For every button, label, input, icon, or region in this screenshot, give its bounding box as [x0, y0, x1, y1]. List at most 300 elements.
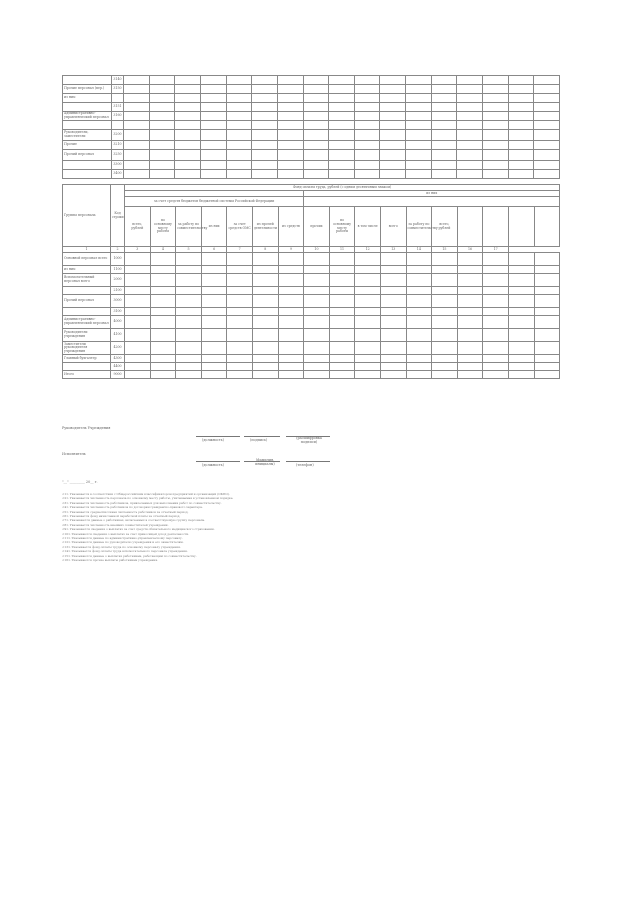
row-code: 3140: [111, 76, 123, 85]
column-number: 5: [176, 247, 202, 253]
table-cell: [329, 295, 355, 308]
column-header: за работу по совместительству: [406, 207, 432, 247]
table-cell: [304, 266, 330, 274]
table-cell: [432, 274, 458, 287]
table-cell: [150, 363, 176, 371]
table-cell: [432, 316, 458, 329]
table-cell: [406, 274, 432, 287]
table-cell: [124, 94, 150, 103]
table-cell: [457, 170, 483, 179]
table-cell: [457, 130, 483, 141]
table-cell: [534, 363, 560, 371]
table-cell: [278, 295, 304, 308]
table-cell: [380, 85, 406, 94]
table-cell: [175, 103, 201, 112]
row-code: [111, 94, 123, 103]
table-cell: [125, 253, 151, 266]
table-cell: [200, 170, 226, 179]
table-cell: [176, 329, 202, 342]
column-header: из средств: [278, 207, 304, 247]
column-header: за работу по совместительству: [176, 207, 202, 247]
table-cell: [355, 363, 381, 371]
table-row: [63, 76, 560, 85]
table-cell: [252, 121, 278, 130]
table-cell: [304, 329, 330, 342]
row-code: 1100: [111, 266, 125, 274]
table-cell: [508, 371, 534, 379]
table-cell: [431, 141, 457, 150]
table-cell: [200, 130, 226, 141]
row-code: 3200: [111, 130, 123, 141]
table-cell: [355, 342, 381, 355]
table-cell: [508, 141, 534, 150]
table-cell: [406, 316, 432, 329]
col-group-header: Группы персонала: [63, 185, 111, 247]
column-number: 15: [432, 247, 458, 253]
table-cell: [406, 85, 432, 94]
table-cell: [201, 316, 227, 329]
table-cell: [457, 76, 483, 85]
row-label: [63, 161, 112, 170]
table-cell: [252, 308, 278, 316]
table-cell: [483, 170, 509, 179]
table-cell: [277, 85, 303, 94]
table-cell: [457, 274, 483, 287]
table-cell: [354, 161, 380, 170]
table-cell: [329, 316, 355, 329]
table-cell: [534, 94, 560, 103]
table-cell: [355, 274, 381, 287]
table-cell: [278, 371, 304, 379]
table-cell: [329, 161, 355, 170]
table-cell: [483, 266, 509, 274]
table-cell: [227, 295, 253, 308]
table-cell: [354, 76, 380, 85]
table-cell: [176, 316, 202, 329]
table-cell: [303, 121, 329, 130]
table-cell: [431, 150, 457, 161]
table-cell: [150, 295, 176, 308]
footnote: <1> Указывается в соответствии с Общероссийским классификатором предприятий и организаций (ОКПО).: [62, 492, 230, 496]
table-cell: [277, 130, 303, 141]
footnote: <5> Указывается среднесписочная численность работников за отчетный период.: [62, 509, 189, 514]
table-cell: [483, 342, 509, 355]
table-cell: [125, 371, 151, 379]
table-cell: [226, 103, 252, 112]
table-cell: [534, 287, 560, 295]
table-cell: [227, 342, 253, 355]
table-cell: [252, 253, 278, 266]
table-cell: [201, 274, 227, 287]
table-row: [63, 295, 560, 308]
table-cell: [200, 150, 226, 161]
table-cell: [252, 141, 278, 150]
table-cell: [457, 371, 483, 379]
table-cell: [175, 141, 201, 150]
table-cell: [125, 274, 151, 287]
table-cell: [508, 316, 534, 329]
table-cell: [226, 121, 252, 130]
decode-caption: (расшифровка подписи): [296, 436, 322, 444]
table-cell: [534, 112, 560, 121]
table-cell: [534, 121, 560, 130]
table-cell: [150, 253, 176, 266]
table-cell: [354, 94, 380, 103]
table-cell: [483, 253, 509, 266]
table-row: [63, 308, 560, 316]
table-cell: [149, 130, 175, 141]
row-code: 4400: [111, 363, 125, 371]
table-cell: [252, 355, 278, 363]
table-row: [63, 266, 560, 274]
table-cell: [380, 161, 406, 170]
table-cell: [483, 329, 509, 342]
table-cell: [226, 141, 252, 150]
table-cell: [176, 253, 202, 266]
row-code: 3250: [111, 150, 123, 161]
table-cell: [483, 85, 509, 94]
table-cell: [354, 170, 380, 179]
table-row: [63, 363, 560, 371]
table-cell: [457, 266, 483, 274]
row-code: 3300: [111, 161, 123, 170]
table-cell: [329, 112, 355, 121]
footnote: <15> Указываются данные о выплатах работникам, работающим по совместительству.: [62, 553, 197, 558]
table-cell: [380, 274, 406, 287]
table-cell: [354, 103, 380, 112]
column-header: всего, рублей: [125, 207, 151, 247]
table-cell: [227, 363, 253, 371]
table-cell: [303, 150, 329, 161]
table-cell: [432, 342, 458, 355]
table-row: [63, 150, 560, 161]
table-cell: [304, 295, 330, 308]
table-cell: [150, 266, 176, 274]
footnote: <6> Указывается фонд начисленной заработной платы за отчетный период.: [62, 514, 181, 519]
table-cell: [380, 295, 406, 308]
row-label: Итого: [63, 371, 111, 379]
table-cell: [508, 329, 534, 342]
row-label: [63, 121, 112, 130]
column-header: по основному месту работы: [150, 207, 176, 247]
position-caption: (должность): [202, 438, 224, 442]
footnote: <3> Указывается численность работников, привлеченных для выполнения работ по совместительству.: [62, 500, 222, 505]
table-cell: [457, 103, 483, 112]
table-cell: [227, 287, 253, 295]
table-cell: [329, 150, 355, 161]
column-header: прочих: [304, 207, 330, 247]
table-cell: [483, 371, 509, 379]
table-cell: [304, 355, 330, 363]
table-cell: [508, 295, 534, 308]
table-cell: [277, 141, 303, 150]
table-cell: [252, 94, 278, 103]
footnote: <12> Указываются данные по руководителю учреждения и его заместителям.: [62, 540, 184, 545]
table-cell: [124, 76, 150, 85]
row-label: [63, 103, 112, 112]
table-cell: [278, 274, 304, 287]
payroll-header-sub: из них: [304, 191, 560, 197]
table-cell: [175, 170, 201, 179]
table-cell: [534, 371, 560, 379]
table-cell: [406, 76, 432, 85]
footnote: <9> Указываются сведения о выплатах за счет средств обязательного медицинского страхования.: [62, 527, 215, 532]
table-cell: [534, 308, 560, 316]
table-cell: [200, 141, 226, 150]
table-row: [63, 94, 560, 103]
table-cell: [277, 170, 303, 179]
table-cell: [406, 287, 432, 295]
table-cell: [508, 112, 534, 121]
table-cell: [483, 355, 509, 363]
table-cell: [534, 150, 560, 161]
table-cell: [278, 355, 304, 363]
table-cell: [227, 371, 253, 379]
table-cell: [252, 274, 278, 287]
table-cell: [278, 342, 304, 355]
table-cell: [278, 266, 304, 274]
table-cell: [175, 94, 201, 103]
table-cell: [406, 150, 432, 161]
table-cell: [380, 266, 406, 274]
payroll-header-top: Фонд оплаты труда, рублей (с одним десятичным знаком): [125, 185, 560, 191]
table-cell: [124, 150, 150, 161]
table-cell: [252, 316, 278, 329]
table-cell: [304, 371, 330, 379]
table-cell: [125, 363, 151, 371]
table-cell: [176, 274, 202, 287]
table-cell: [406, 295, 432, 308]
table-cell: [329, 308, 355, 316]
table-cell: [201, 363, 227, 371]
table-cell: [432, 253, 458, 266]
table-cell: [508, 170, 534, 179]
table-row: [63, 355, 560, 363]
table-cell: [226, 150, 252, 161]
table-cell: [432, 266, 458, 274]
row-label: Основной персонал всего: [63, 253, 111, 266]
table-cell: [226, 94, 252, 103]
table-cell: [457, 316, 483, 329]
table-cell: [303, 103, 329, 112]
column-number: 13: [380, 247, 406, 253]
table-row: [63, 103, 560, 112]
table-cell: [534, 266, 560, 274]
table-cell: [329, 253, 355, 266]
table-cell: [227, 329, 253, 342]
sign-caption: (подпись): [250, 438, 268, 442]
row-label: Административно-управленческий персонал: [63, 112, 112, 121]
table-cell: [226, 161, 252, 170]
table-cell: [406, 94, 432, 103]
table-cell: [431, 170, 457, 179]
footnote: <10> Указываются сведения о выплатах за счет приносящей доход деятельности.: [62, 531, 190, 536]
table-cell: [278, 329, 304, 342]
table-cell: [149, 112, 175, 121]
column-number: 8: [252, 247, 278, 253]
table-cell: [201, 266, 227, 274]
table-cell: [125, 316, 151, 329]
table-cell: [150, 342, 176, 355]
footnote: <13> Указывается фонд оплаты труда по основному персоналу учреждения.: [62, 544, 181, 549]
table-cell: [252, 161, 278, 170]
footnote: <11> Указываются данные по административно-управленческому персоналу.: [62, 536, 183, 541]
table-cell: [483, 94, 509, 103]
table-cell: [406, 363, 432, 371]
table-cell: [483, 121, 509, 130]
table-cell: [380, 150, 406, 161]
table-cell: [304, 287, 330, 295]
table-row: [63, 161, 560, 170]
table-cell: [252, 150, 278, 161]
column-number: 2: [111, 247, 125, 253]
table-cell: [432, 363, 458, 371]
table-cell: [303, 85, 329, 94]
row-label: Прочие: [63, 141, 112, 150]
table-cell: [508, 161, 534, 170]
table-cell: [457, 253, 483, 266]
table-cell: [380, 371, 406, 379]
table-cell: [304, 308, 330, 316]
table-row: [63, 141, 560, 150]
table-cell: [431, 121, 457, 130]
table-cell: [457, 141, 483, 150]
table-cell: [457, 94, 483, 103]
table-cell: [431, 76, 457, 85]
footnote: <14> Указывается фонд оплаты труда вспомогательного персонала учреждения.: [62, 549, 188, 554]
table-cell: [508, 85, 534, 94]
table-cell: [252, 266, 278, 274]
row-code: 4000: [111, 316, 125, 329]
table-cell: [432, 355, 458, 363]
row-code: 3151: [111, 103, 123, 112]
table-cell: [149, 103, 175, 112]
column-header: за счет средств ОМС: [227, 207, 253, 247]
table-cell: [277, 150, 303, 161]
table-cell: [508, 94, 534, 103]
table-cell: [201, 329, 227, 342]
table-cell: [303, 161, 329, 170]
row-code: 2100: [111, 287, 125, 295]
table-cell: [406, 130, 432, 141]
table-cell: [457, 295, 483, 308]
table-cell: [380, 141, 406, 150]
table-cell: [457, 150, 483, 161]
footnote: <2> Указывается численность персонала по основному месту работы, учитываемая в установленном порядке.: [62, 496, 234, 501]
table-cell: [278, 253, 304, 266]
table-cell: [252, 170, 278, 179]
table-cell: [354, 85, 380, 94]
table-cell: [534, 130, 560, 141]
table-cell: [201, 355, 227, 363]
row-label: Заместители руководителя учреждения: [63, 342, 111, 355]
table-cell: [380, 316, 406, 329]
table-cell: [149, 76, 175, 85]
table-cell: [380, 308, 406, 316]
table-cell: [201, 342, 227, 355]
table-cell: [508, 355, 534, 363]
executor-label: Исполнитель: [62, 452, 86, 456]
table-cell: [406, 266, 432, 274]
table-cell: [125, 266, 151, 274]
table-cell: [124, 170, 150, 179]
table-cell: [329, 287, 355, 295]
row-label: Главный бухгалтер: [63, 355, 111, 363]
table-cell: [125, 329, 151, 342]
table-cell: [406, 112, 432, 121]
table-cell: [431, 161, 457, 170]
table-cell: [457, 112, 483, 121]
table-row: [63, 287, 560, 295]
table-row: [63, 170, 560, 179]
table-cell: [149, 170, 175, 179]
table-cell: [508, 121, 534, 130]
table-cell: [457, 287, 483, 295]
table-cell: [176, 295, 202, 308]
table-cell: [380, 130, 406, 141]
table-cell: [201, 308, 227, 316]
table-cell: [175, 112, 201, 121]
table-cell: [534, 253, 560, 266]
table-cell: [252, 295, 278, 308]
table-cell: [201, 287, 227, 295]
table-cell: [329, 85, 355, 94]
exec-name-caption: (фамилия, инициалы): [255, 458, 275, 466]
table-cell: [534, 85, 560, 94]
table-cell: [508, 308, 534, 316]
table-cell: [355, 355, 381, 363]
payroll-fund-table: [62, 184, 560, 379]
table-cell: [355, 329, 381, 342]
table-cell: [226, 130, 252, 141]
table-cell: [431, 112, 457, 121]
table-cell: [125, 295, 151, 308]
table-cell: [329, 76, 355, 85]
table-cell: [457, 363, 483, 371]
table-cell: [304, 274, 330, 287]
table-cell: [483, 161, 509, 170]
table-cell: [432, 371, 458, 379]
table-cell: [355, 295, 381, 308]
table-cell: [277, 121, 303, 130]
row-code: 3100: [111, 308, 125, 316]
table-cell: [125, 308, 151, 316]
row-code: 4100: [111, 329, 125, 342]
table-cell: [304, 316, 330, 329]
table-cell: [303, 130, 329, 141]
table-cell: [431, 103, 457, 112]
table-cell: [483, 76, 509, 85]
table-cell: [226, 112, 252, 121]
table-cell: [150, 308, 176, 316]
table-cell: [380, 76, 406, 85]
table-cell: [483, 287, 509, 295]
footnotes: [62, 492, 562, 563]
table-row: [63, 121, 560, 130]
table-cell: [380, 329, 406, 342]
table-cell: [149, 94, 175, 103]
table-cell: [534, 295, 560, 308]
table-cell: [329, 355, 355, 363]
table-cell: [175, 121, 201, 130]
column-number: 14: [406, 247, 432, 253]
table-cell: [432, 295, 458, 308]
table-cell: [534, 342, 560, 355]
table-row: [63, 253, 560, 266]
column-header: из прочей деятельности: [252, 207, 278, 247]
table-cell: [125, 355, 151, 363]
col-code-header: Код строки: [111, 185, 125, 247]
